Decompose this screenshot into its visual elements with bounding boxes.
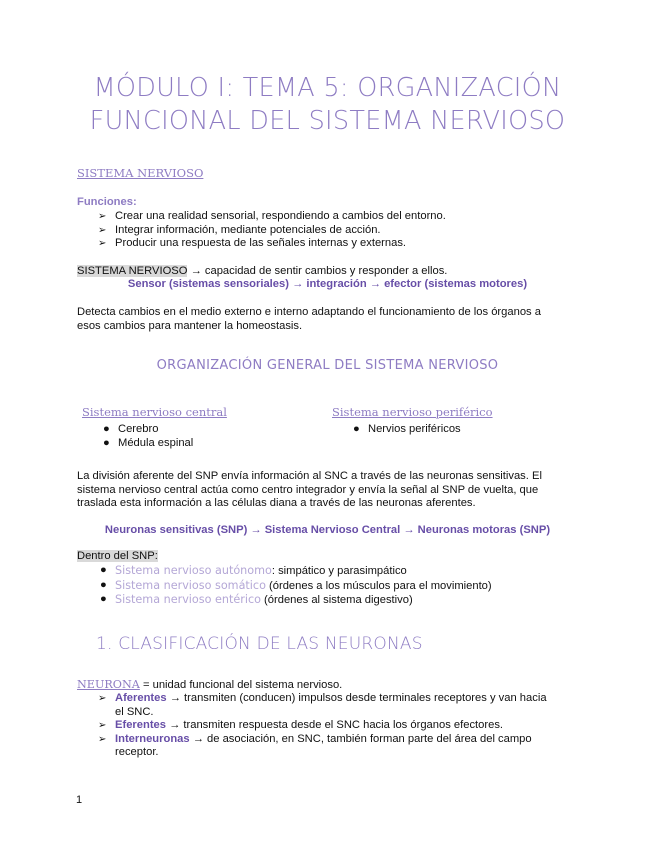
snc-heading: Sistema nervioso central (82, 405, 227, 419)
page-number: 1 (76, 794, 83, 806)
list-item: ➢ Producir una respuesta de las señales internas y externas. (98, 237, 407, 250)
list-item: ➢ Crear una realidad sensorial, respondiendo a cambios del entorno. (98, 210, 446, 222)
definition-flow: Sensor (sistemas sensoriales) → integración → efector (sistemas motores) (127, 278, 528, 290)
list-item: ➢ Aferentes → transmiten (conducen) impulsos desde terminales receptores y van hacia el SNC. (98, 692, 547, 718)
list-item: ➢ Interneuronas → de asociación, en SNC, también forman parte del área del campo receptor. (98, 732, 532, 759)
bullet-icon: ● (100, 564, 107, 576)
title-line-2: FUNCIONAL DEL SISTEMA NERVIOSO (89, 106, 566, 136)
list-item: ● Sistema nervioso somático (órdenes a los músculos para el movimiento) (100, 578, 492, 592)
arrow-bullet-icon: ➢ (98, 224, 107, 236)
arrow-bullet-icon: ➢ (98, 211, 107, 222)
arrow-bullet-icon: ➢ (98, 733, 107, 745)
division-paragraph: La división aferente del SNP envía información al SNC a través de las neuronas sensitivas. El sistema nervioso central actúa como centro integrador y envía la señal al SNP de vuelta, que traslada esta información a las células diana a través de las neuronas aferentes. (77, 470, 542, 510)
list-item: ➢ Eferentes → transmiten respuesta desde el SNC hacia los órganos efectores. (98, 719, 504, 732)
neurona-definition: NEURONA = unidad funcional del sistema nervioso. (77, 678, 343, 691)
bullet-icon: ● (100, 578, 107, 591)
definition-text: → capacidad de sentir cambios y responder a ellos. (187, 265, 448, 277)
list-item: ● Sistema nervioso entérico (órdenes al sistema digestivo) (100, 593, 413, 607)
arrow-bullet-icon: ➢ (98, 238, 107, 250)
arrow-bullet-icon: ➢ (98, 693, 107, 704)
neurona-term: NEURONA (77, 678, 140, 691)
definition-line (77, 265, 447, 279)
section-heading-sistema-nervioso: SISTEMA NERVIOSO (77, 166, 204, 180)
section-heading-clasificacion: 1. CLASIFICACIÓN DE LAS NEURONAS (96, 634, 423, 654)
list-item: ● Cerebro (103, 423, 159, 435)
neuron-flow: Neuronas sensitivas (SNP) → Sistema Nervioso Central → Neuronas motoras (SNP) (104, 524, 551, 536)
definition-term: SISTEMA NERVIOSO (77, 265, 188, 277)
snc-list (101, 423, 193, 450)
title-line-1: MÓDULO I: TEMA 5: ORGANIZACIÓN (93, 73, 562, 103)
bullet-icon: ● (100, 593, 107, 606)
bullet-icon: ● (103, 436, 110, 449)
section-heading-organizacion: ORGANIZACIÓN GENERAL DEL SISTEMA NERVIOSO (156, 358, 499, 373)
dentro-label: Dentro del SNP: (77, 550, 158, 562)
snp-list (351, 423, 461, 437)
arrow-bullet-icon: ➢ (98, 720, 107, 732)
list-item: ➢ Integrar información, mediante potenciales de acción. (98, 223, 381, 236)
list-item: ● Nervios periféricos (353, 423, 461, 435)
snp-heading: Sistema nervioso periférico (332, 405, 493, 419)
list-item: ● Médula espinal (103, 436, 194, 449)
bullet-icon: ● (353, 423, 360, 435)
detecta-paragraph: Detecta cambios en el medio externo e interno adaptando el funcionamiento de los órganos a esos cambios para mantener la homeostasis. (77, 306, 541, 332)
page-title (60, 72, 595, 138)
funciones-label: Funciones: (77, 196, 137, 208)
neurona-list (98, 692, 578, 760)
list-item: ● Sistema nervioso autónomo: simpático y parasimpático (100, 564, 407, 577)
dentro-list (98, 564, 492, 608)
funciones-list (98, 210, 446, 251)
bullet-icon: ● (103, 423, 110, 435)
